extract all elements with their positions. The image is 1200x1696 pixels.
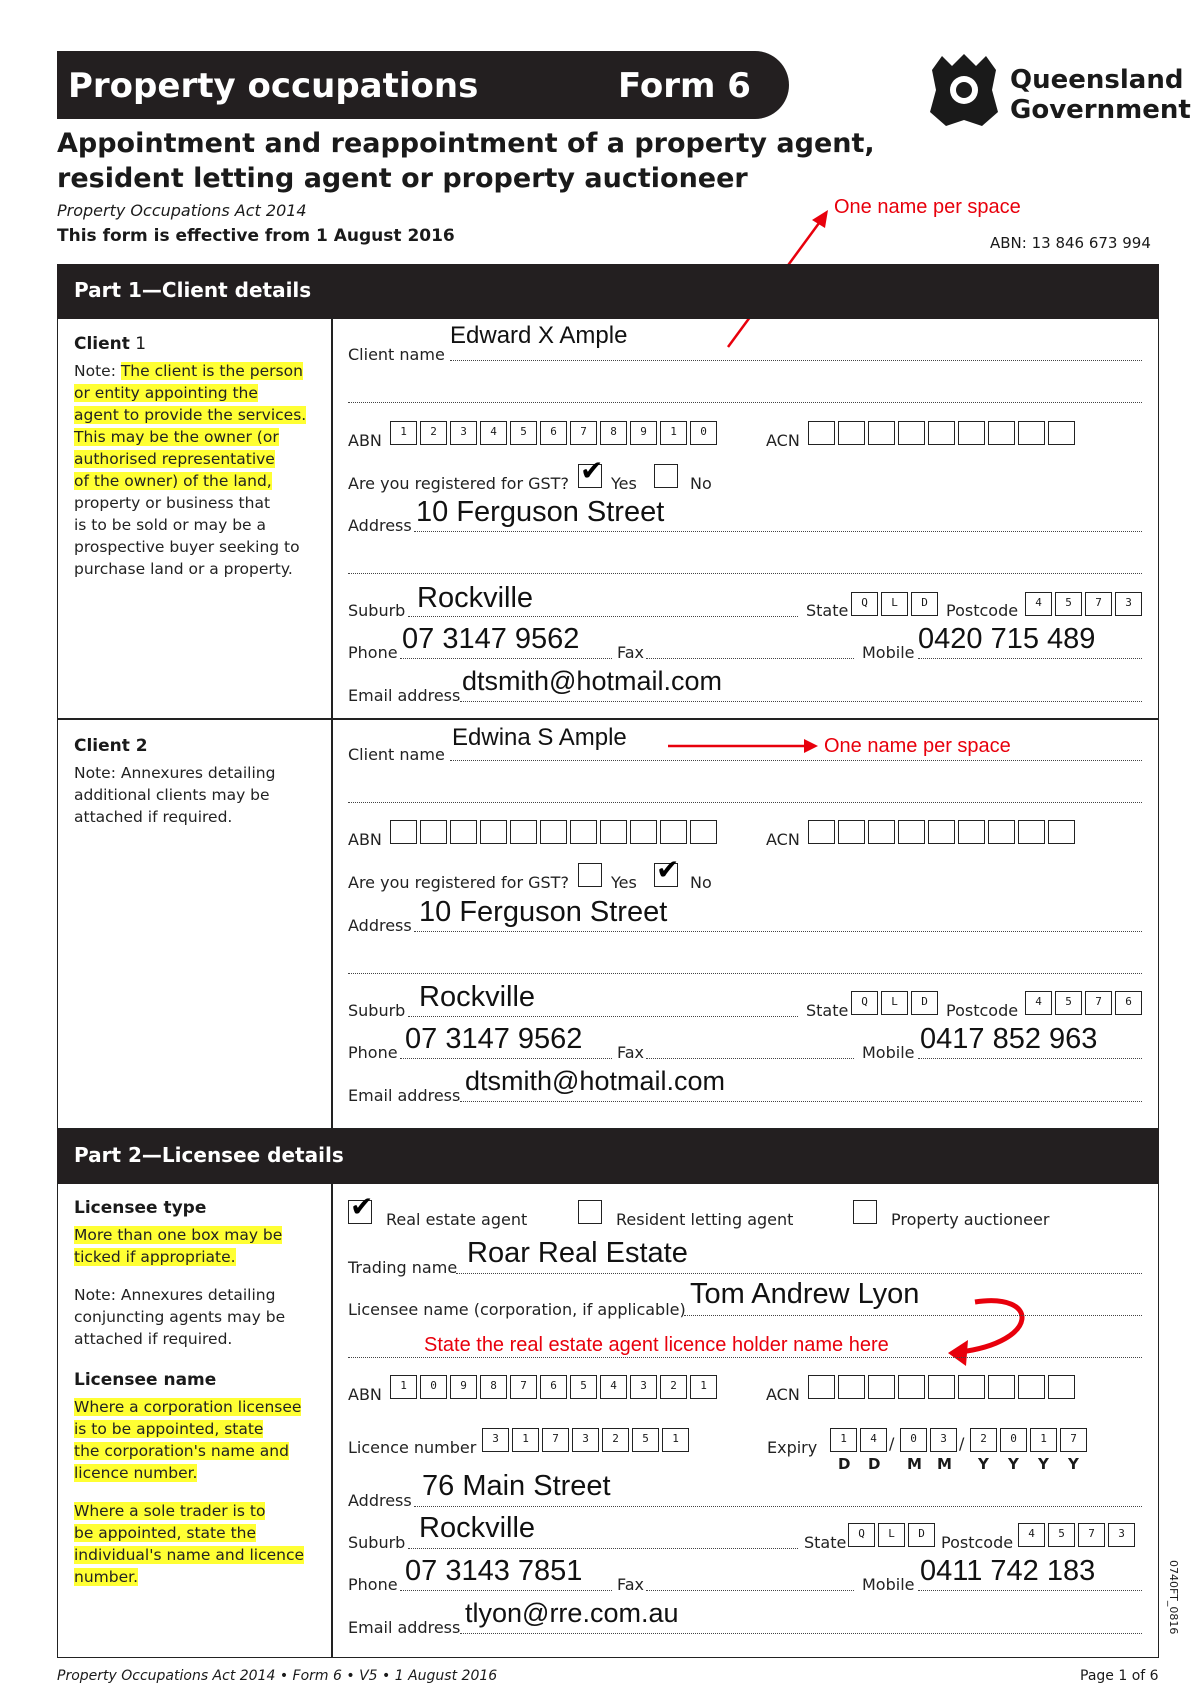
client2-mobile-label: Mobile [862, 1043, 915, 1062]
logo-queensland: Queensland [1010, 65, 1184, 95]
client1-phone-value[interactable]: 07 3147 9562 [402, 623, 580, 655]
client2-fax-label: Fax [617, 1043, 645, 1062]
expiry-day-boxes[interactable]: 1 4 [830, 1428, 890, 1452]
client1-note: Note: The client is the person or entity appointing the agent to provide the services. This may be the owner (or authorised representative of the owner) of the land, property or business that is to be sold or may be a prospective buyer seeking to purchase land or a property. [74, 362, 307, 578]
licensee-phone-value[interactable]: 07 3143 7851 [405, 1555, 583, 1587]
licensee-name-value[interactable]: Tom Andrew Lyon [690, 1278, 920, 1310]
client1-heading: Client 1 [74, 334, 147, 354]
client2-name-value[interactable]: Edwina S Ample [452, 724, 627, 751]
licensee-abn-boxes[interactable]: 1 0 9 8 7 6 5 4 3 2 1 [390, 1375, 720, 1399]
trading-name-value[interactable]: Roar Real Estate [467, 1237, 688, 1269]
client2-abn-label: ABN [348, 830, 382, 849]
property-auctioneer-label: Property auctioneer [891, 1210, 1050, 1229]
client2-email-value[interactable]: dtsmith@hotmail.com [465, 1066, 725, 1096]
licensee-mobile-value[interactable]: 0411 742 183 [920, 1555, 1096, 1587]
licensee-name-hint-sole: Where a sole trader is to be appointed, state the individual's name and licence number. [74, 1502, 305, 1586]
client2-mobile-value[interactable]: 0417 852 963 [920, 1023, 1098, 1055]
client2-suburb-label: Suburb [348, 1001, 406, 1020]
client1-address-label: Address [348, 516, 412, 535]
client2-address-label: Address [348, 916, 412, 935]
licensee-acn-label: ACN [766, 1385, 800, 1404]
client2-name-line [450, 760, 1142, 761]
client1-email-value[interactable]: dtsmith@hotmail.com [462, 666, 722, 696]
page-number: Page 1 of 6 [1080, 1668, 1159, 1684]
annotation-one-name-1: One name per space [834, 196, 1021, 218]
licensee-acn-boxes[interactable] [808, 1375, 1078, 1399]
licensee-name-line2 [348, 1357, 1142, 1358]
expiry-sep-1: / [889, 1434, 895, 1453]
client1-suburb-line [408, 616, 798, 617]
client1-gst-yes-checkbox[interactable]: ✔ [580, 454, 604, 487]
client2-name-label: Client name [348, 745, 445, 764]
part2-divider [331, 1183, 333, 1658]
client2-address-value[interactable]: 10 Ferguson Street [419, 896, 668, 928]
client2-suburb-line [408, 1016, 798, 1017]
client1-gst-label: Are you registered for GST? [348, 474, 569, 493]
client2-email-label: Email address [348, 1086, 461, 1105]
client2-no-label: No [690, 873, 712, 892]
client2-phone-value[interactable]: 07 3147 9562 [405, 1023, 583, 1055]
client2-address-line2 [348, 973, 1142, 974]
client2-abn-boxes[interactable] [390, 820, 720, 844]
client1-mobile-value[interactable]: 0420 715 489 [918, 623, 1096, 655]
client2-acn-boxes[interactable] [808, 820, 1078, 844]
expiry-label: Expiry [767, 1438, 818, 1457]
client2-acn-label: ACN [766, 830, 800, 849]
trading-name-label: Trading name [348, 1258, 458, 1277]
real-estate-agent-checkbox[interactable]: ✔ [350, 1190, 374, 1223]
footer-left: Property Occupations Act 2014 • Form 6 • V5 • 1 August 2016 [57, 1668, 498, 1684]
form-code: 0740FT_0816 [1167, 1560, 1180, 1635]
trading-name-line [456, 1273, 1142, 1274]
licensee-address-label: Address [348, 1491, 412, 1510]
expiry-month-boxes[interactable]: 0 3 [900, 1428, 960, 1452]
act-name: Property Occupations Act 2014 [57, 201, 307, 220]
licensee-state-label: State [804, 1533, 847, 1552]
client1-yes-label: Yes [611, 474, 637, 493]
logo-government: Government [1010, 95, 1191, 125]
gov-abn: ABN: 13 846 673 994 [990, 234, 1151, 252]
client2-phone-line [400, 1058, 612, 1059]
effective-date: This form is effective from 1 August 2016 [57, 226, 455, 246]
licence-number-boxes[interactable]: 3 1 7 3 2 5 1 [482, 1428, 692, 1452]
licensee-name-heading: Licensee name [74, 1370, 217, 1390]
annotation-one-name-2: One name per space [824, 735, 1011, 757]
part2-title: Part 2—Licensee details [74, 1143, 344, 1167]
client2-gst-no-checkbox[interactable]: ✔ [656, 853, 680, 886]
form-subtitle-1: Appointment and reappointment of a property agent, [57, 128, 875, 159]
expiry-year-boxes[interactable]: 2 0 1 7 [970, 1428, 1090, 1452]
client1-fax-label: Fax [617, 643, 645, 662]
client1-fax-line[interactable] [646, 658, 854, 659]
client1-abn-boxes[interactable]: 1 2 3 4 5 6 7 8 9 1 0 [390, 421, 720, 445]
form-number: Form 6 [618, 66, 751, 106]
client1-name-line [450, 360, 1142, 361]
client1-phone-label: Phone [348, 643, 398, 662]
licensee-name-label: Licensee name (corporation, if applicable) [348, 1300, 686, 1319]
client1-postcode-label: Postcode [946, 601, 1019, 620]
client2-mobile-line [918, 1058, 1142, 1059]
client1-postcode-boxes[interactable]: 4 5 7 3 [1025, 592, 1145, 616]
licensee-address-line [414, 1506, 1142, 1507]
client2-email-line [460, 1101, 1142, 1102]
client1-abn-label: ABN [348, 431, 382, 450]
client2-postcode-label: Postcode [946, 1001, 1019, 1020]
licensee-state-boxes[interactable]: Q L D [848, 1523, 938, 1547]
client2-fax-line[interactable] [646, 1058, 854, 1059]
client2-note: Note: Annexures detailing additional clients may be attached if required. [74, 764, 276, 826]
licensee-postcode-label: Postcode [941, 1533, 1014, 1552]
licensee-suburb-line [408, 1548, 798, 1549]
client-separator [57, 718, 1159, 720]
client2-gst-yes-checkbox[interactable] [578, 863, 602, 887]
licensee-suburb-label: Suburb [348, 1533, 406, 1552]
licensee-mobile-line [918, 1590, 1142, 1591]
annotation-licence-holder: State the real estate agent licence holder name here [424, 1334, 889, 1356]
client1-address-line2 [348, 573, 1142, 574]
part2-header [57, 1129, 1159, 1184]
licensee-fax-line[interactable] [646, 1590, 854, 1591]
client1-gst-no-checkbox[interactable] [654, 464, 678, 488]
client1-acn-boxes[interactable] [808, 421, 1078, 445]
client1-state-boxes[interactable]: Q L D [851, 592, 941, 616]
client2-heading: Client 2 [74, 736, 148, 756]
client2-phone-label: Phone [348, 1043, 398, 1062]
client2-postcode-boxes[interactable]: 4 5 7 6 [1025, 991, 1145, 1015]
client1-address-value[interactable]: 10 Ferguson Street [416, 496, 665, 528]
client2-yes-label: Yes [611, 873, 637, 892]
licensee-suburb-value[interactable]: Rockville [419, 1512, 536, 1544]
licensee-email-value[interactable]: tlyon@rre.com.au [465, 1598, 679, 1628]
client1-suburb-value[interactable]: Rockville [417, 582, 534, 614]
licence-number-label: Licence number [348, 1438, 477, 1457]
licensee-type-heading: Licensee type [74, 1198, 207, 1218]
client2-suburb-value[interactable]: Rockville [419, 981, 536, 1013]
client1-suburb-label: Suburb [348, 601, 406, 620]
form-title: Property occupations [68, 66, 479, 106]
client1-name-label: Client name [348, 345, 445, 364]
client2-name-line2 [348, 802, 1142, 803]
client1-email-line [460, 701, 1142, 702]
licensee-email-line [460, 1633, 1142, 1634]
client2-gst-label: Are you registered for GST? [348, 873, 569, 892]
client2-state-label: State [806, 1001, 849, 1020]
form-subtitle-2: resident letting agent or property auctioneer [57, 163, 748, 194]
licensee-abn-label: ABN [348, 1385, 382, 1404]
resident-letting-agent-checkbox[interactable] [578, 1200, 602, 1224]
client1-email-label: Email address [348, 686, 461, 705]
licensee-postcode-boxes[interactable]: 4 5 7 3 [1018, 1523, 1138, 1547]
client1-name-value[interactable]: Edward X Ample [450, 322, 628, 349]
client1-no-label: No [690, 474, 712, 493]
client1-address-line [414, 531, 1142, 532]
licensee-name-hint-corp: Where a corporation licensee is to be appointed, state the corporation's name and licence number. [74, 1398, 302, 1482]
licensee-phone-line [400, 1590, 612, 1591]
client1-mobile-label: Mobile [862, 643, 915, 662]
licensee-mobile-label: Mobile [862, 1575, 915, 1594]
real-estate-agent-label: Real estate agent [386, 1210, 528, 1229]
client1-state-label: State [806, 601, 849, 620]
resident-letting-agent-label: Resident letting agent [616, 1210, 794, 1229]
licensee-address-value[interactable]: 76 Main Street [422, 1470, 611, 1502]
client1-mobile-line [918, 658, 1142, 659]
client2-address-line [414, 931, 1142, 932]
expiry-sep-2: / [959, 1434, 965, 1453]
client1-name-line2 [348, 402, 1142, 403]
client1-acn-label: ACN [766, 431, 800, 450]
part1-title: Part 1—Client details [74, 278, 312, 302]
licensee-type-note: Note: Annexures detailing conjuncting agents may be attached if required. [74, 1286, 286, 1348]
licensee-fax-label: Fax [617, 1575, 645, 1594]
part1-header [57, 264, 1159, 319]
licensee-email-label: Email address [348, 1618, 461, 1637]
property-auctioneer-checkbox[interactable] [853, 1200, 877, 1224]
licensee-phone-label: Phone [348, 1575, 398, 1594]
client1-phone-line [400, 658, 612, 659]
licensee-name-line [684, 1315, 1142, 1316]
part1-divider [331, 318, 333, 1129]
client2-state-boxes[interactable]: Q L D [851, 991, 941, 1015]
licensee-type-hint: More than one box may be ticked if appropriate. [74, 1226, 283, 1266]
